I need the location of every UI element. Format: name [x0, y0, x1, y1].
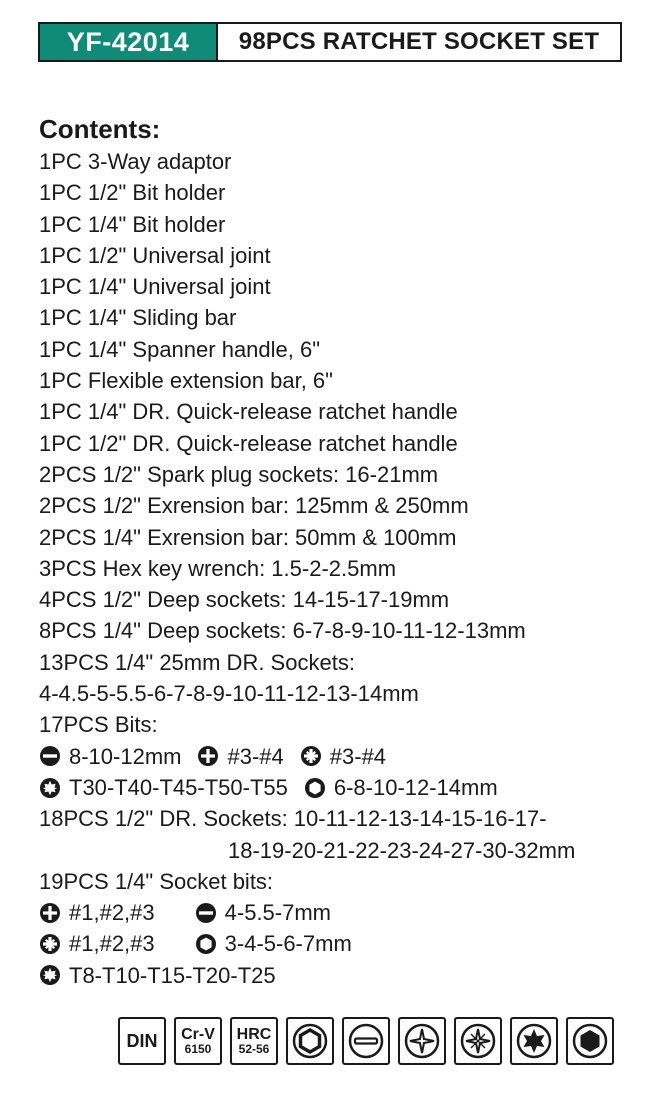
bit-size: T30-T40-T45-T50-T55 [69, 774, 288, 800]
torx-icon [510, 1017, 558, 1065]
bit-size: #3-#4 [329, 743, 387, 769]
list-item: 1PC 1/2" Universal joint [39, 242, 271, 268]
spec-badges [118, 1017, 614, 1065]
bit-group [197, 741, 283, 772]
crv-grade: 6150 [184, 1041, 212, 1056]
list-item: 1PC 1/2" DR. Quick-release ratchet handle [39, 430, 458, 456]
torx-icon [39, 964, 61, 986]
list-item: 1PC 1/4" Sliding bar [39, 305, 237, 331]
slotted-icon [342, 1017, 390, 1065]
slotted-icon [195, 902, 217, 924]
bits19-row-2 [39, 928, 639, 959]
list-item: 1PC Flexible extension bar, 6" [39, 368, 333, 394]
list-item: 2PCS 1/4" Exrension bar: 50mm & 100mm [39, 524, 457, 550]
list-item: 13PCS 1/4" 25mm DR. Sockets: [39, 649, 355, 675]
bit-group [304, 772, 498, 803]
hrc-label: HRC [236, 1025, 272, 1043]
bit-size: #3-#4 [227, 743, 284, 769]
pozidriv-icon [454, 1017, 502, 1065]
list-item-continued: 18-19-20-21-22-23-24-27-30-32mm [228, 837, 576, 863]
list-item: 4PCS 1/2" Deep sockets: 14-15-17-19mm [39, 587, 450, 613]
phillips-icon [398, 1017, 446, 1065]
list-item: 1PC 1/4" DR. Quick-release ratchet handle [39, 399, 458, 425]
pozidriv-icon [300, 745, 322, 767]
hex-bit-icon [566, 1017, 614, 1065]
bit-group [39, 772, 288, 803]
bits19-row-1 [39, 897, 639, 928]
bits19-row-3 [39, 960, 639, 991]
bit-size: 4-5.5-7mm [224, 900, 331, 926]
din-label: DIN [126, 1031, 158, 1051]
product-header [38, 22, 622, 62]
hex-socket-icon [286, 1017, 334, 1065]
hrc-range: 52-56 [238, 1041, 270, 1056]
product-code: YF-42014 [40, 24, 218, 60]
crv-badge [174, 1017, 222, 1065]
contents-heading: Contents: [39, 114, 161, 144]
bit-size: #1,#2,#3 [69, 900, 155, 926]
list-item: 19PCS 1/4" Socket bits: [39, 868, 274, 894]
pozidriv-icon [39, 933, 61, 955]
crv-label: Cr-V [181, 1025, 215, 1043]
bit-size: 6-8-10-12-14mm [333, 774, 498, 800]
slotted-icon [39, 745, 61, 767]
list-item: 1PC 1/2" Bit holder [39, 180, 226, 206]
list-item: 1PC 1/4" Bit holder [39, 211, 226, 237]
torx-icon [39, 777, 61, 799]
list-item: 3PCS Hex key wrench: 1.5-2-2.5mm [39, 555, 397, 581]
bit-group [195, 897, 331, 928]
list-item: 2PCS 1/2" Exrension bar: 125mm & 250mm [39, 493, 469, 519]
bit-size: 8-10-12mm [69, 743, 182, 769]
list-item: 18PCS 1/2" DR. Sockets: 10-11-12-13-14-15-16-17- [39, 806, 547, 832]
phillips-icon [39, 902, 61, 924]
bit-group [39, 897, 155, 928]
hrc-badge [230, 1017, 278, 1065]
bit-group [39, 741, 181, 772]
list-item: 1PC 1/4" Universal joint [39, 274, 271, 300]
list-item: 4-4.5-5-5.5-6-7-8-9-10-11-12-13-14mm [39, 681, 419, 707]
bits17-row-2 [39, 772, 639, 803]
bit-group [300, 741, 386, 772]
hex-icon [195, 933, 217, 955]
hex-icon [304, 777, 326, 799]
din-badge [118, 1017, 166, 1065]
bits17-row-1 [39, 741, 639, 772]
bit-size: T8-T10-T15-T20-T25 [69, 962, 276, 988]
product-title: 98PCS RATCHET SOCKET SET [238, 28, 600, 55]
bit-group [39, 960, 276, 991]
contents-list [39, 112, 639, 991]
bit-size: #1,#2,#3 [69, 931, 155, 957]
list-item: 1PC 1/4" Spanner handle, 6" [39, 336, 321, 362]
bit-size: 3-4-5-6-7mm [224, 931, 352, 957]
list-item: 2PCS 1/2" Spark plug sockets: 16-21mm [39, 461, 439, 487]
bit-group [195, 928, 352, 959]
phillips-icon [197, 745, 219, 767]
list-item: 17PCS Bits: [39, 712, 158, 738]
list-item: 1PC 3-Way adaptor [39, 149, 232, 174]
list-item: 8PCS 1/4" Deep sockets: 6-7-8-9-10-11-12-13mm [39, 618, 526, 644]
bit-group [39, 928, 155, 959]
